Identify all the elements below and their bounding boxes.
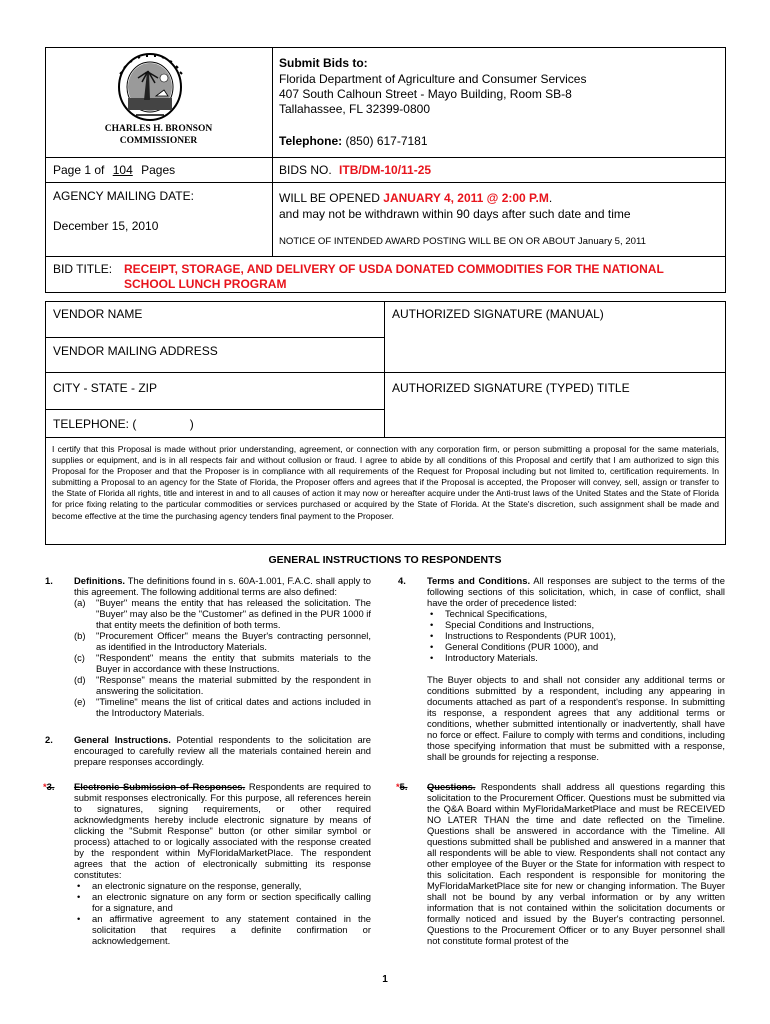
- section-1-number: 1.: [45, 575, 53, 586]
- authorized-signature-manual-field[interactable]: AUTHORIZED SIGNATURE (MANUAL): [392, 307, 604, 321]
- definition-item: [74, 674, 371, 696]
- section-3-title: Electronic Submission of Responses.: [74, 781, 246, 792]
- bullet-item: • an affirmative agreement to any statement contained in the solicitation that requires a definite confirmation or acknowledgement.: [74, 913, 371, 946]
- section-2-number: 2.: [45, 734, 53, 745]
- page-number: 1: [382, 974, 388, 985]
- header-divider-3: [45, 256, 726, 257]
- bids-number: [279, 163, 431, 177]
- definition-key: (e): [74, 696, 86, 707]
- section-5-questions: [427, 781, 725, 946]
- notice-award-text: NOTICE OF INTENDED AWARD POSTING WILL BE ON OR ABOUT January 5, 2011: [279, 236, 646, 247]
- bullet-item: • an electronic signature on the response, generally,: [74, 880, 371, 891]
- section-4-number: 4.: [398, 575, 406, 586]
- agency-mailing-date: December 15, 2010: [53, 219, 159, 233]
- definition-item: [74, 652, 371, 674]
- bullet-item: • Instructions to Respondents (PUR 1001),: [427, 630, 725, 641]
- section-5-num: 5.: [399, 781, 408, 792]
- section-3-number: [43, 781, 54, 792]
- withdraw-text: and may not be withdrawn within 90 days after such date and time: [279, 207, 631, 221]
- instructions-heading: GENERAL INSTRUCTIONS TO RESPONDENTS: [268, 554, 502, 566]
- opening-date: [279, 191, 552, 205]
- state-seal-logo: [100, 52, 200, 122]
- vendor-line-1: [45, 337, 384, 338]
- address-line-1: Florida Department of Agriculture and Consumer Services: [279, 72, 587, 86]
- page-count: [53, 163, 175, 177]
- header-divider-2: [45, 182, 726, 183]
- definition-key: (a): [74, 597, 86, 608]
- definition-key: (d): [74, 674, 86, 685]
- definition-value: "Buyer" means the entity that has released the solicitation. The "Buyer" may also be the "Customer" as defined in the PUR 1000 if that entity meets the definition of both terms.: [96, 597, 371, 630]
- opened-label: WILL BE OPENED: [279, 191, 380, 205]
- bids-no-value: ITB/DM-10/11-25: [339, 163, 432, 177]
- definition-value: "Response" means the material submitted by the respondent in answering the solicitation.: [96, 674, 371, 696]
- vendor-divider-vertical: [384, 301, 385, 437]
- page-prefix: Page 1 of: [53, 163, 105, 177]
- section-1-title: Definitions.: [74, 575, 126, 586]
- section-1-text: The definitions found in s. 60A-1.001, F.A.C. shall apply to this agreement. The following additional terms are also defined:: [74, 575, 371, 597]
- definition-key: (b): [74, 630, 86, 641]
- section-4-terms-conditions: [427, 575, 725, 762]
- section-3-electronic-submission: [74, 781, 371, 946]
- telephone-row: [279, 134, 428, 148]
- bullet-item: • an electronic signature on any form or section specifically calling for a signature, and: [74, 891, 371, 913]
- section-5-text: Respondents shall address all questions regarding this solicitation to the Procurement Officer. Questions must be submitted via the Q&A Board within MyFloridaMarketPlace and must be RECEIVED NO LATER THAN the time and date reflected on the Timeline. Questions shall be answered in accordance with the Timeline. All questions submitted shall be published and answered in a manner that all respondents will be able to view. Respondents shall not contact any other employee of the Buyer or the State for information with respect to this solicitation. Each respondent is responsible for monitoring the MyFloridaMarketPlace site for new or changing information. The Buyer shall not be bound by any verbal information or by any written information that is not contained within the solicitation documents or formally noticed and issued by the Buyer's contracting personnel. Questions to the Procurement Officer or to any Buyer personnel shall not constitute formal protest of the: [427, 781, 725, 946]
- definition-item: [74, 696, 371, 718]
- definition-value: "Timeline" means the list of critical dates and actions included in the Introductory Materials.: [96, 696, 371, 718]
- submit-bids-label: Submit Bids to:: [279, 56, 368, 70]
- agency-mailing-label: AGENCY MAILING DATE:: [53, 189, 194, 203]
- vendor-line-4: [45, 437, 726, 438]
- section-2-text: Potential respondents to the solicitation are encouraged to carefully review all the materials contained herein and prepare responses accordingly.: [74, 734, 371, 767]
- bullet-item: • Introductory Materials.: [427, 652, 725, 663]
- opened-value: JANUARY 4, 2011 @ 2:00 P.M: [383, 191, 549, 205]
- bid-title-line-2: SCHOOL LUNCH PROGRAM: [124, 277, 287, 291]
- revision-star: *: [396, 781, 400, 792]
- vendor-line-2: [45, 372, 726, 373]
- bullet-item: • General Conditions (PUR 1000), and: [427, 641, 725, 652]
- bullet-item: • Technical Specifications,: [427, 608, 725, 619]
- section-3-num: 3.: [46, 781, 55, 792]
- vendor-line-3: [45, 409, 384, 410]
- section-2-title: General Instructions.: [74, 734, 171, 745]
- bullet-item: • Special Conditions and Instructions,: [427, 619, 725, 630]
- address-line-3: Tallahassee, FL 32399-0800: [279, 102, 430, 116]
- bid-title-line-1: RECEIPT, STORAGE, AND DELIVERY OF USDA DONATED COMMODITIES FOR THE NATIONAL: [124, 262, 664, 276]
- commissioner-title: COMMISSIONER: [119, 136, 198, 146]
- section-2-general-instructions: [74, 734, 371, 767]
- section-4-title: Terms and Conditions.: [427, 575, 531, 586]
- definition-value: "Procurement Officer" means the Buyer's contracting personnel, as identified in the Introductory Materials.: [96, 630, 371, 652]
- bids-no-label: BIDS NO.: [279, 163, 332, 177]
- section-4-bullets: [427, 608, 725, 663]
- opened-period: .: [548, 191, 553, 205]
- definition-item: [74, 597, 371, 630]
- section-1-definitions: [74, 575, 371, 718]
- authorized-signature-typed-field[interactable]: AUTHORIZED SIGNATURE (TYPED) TITLE: [392, 381, 630, 395]
- definition-item: [74, 630, 371, 652]
- definition-value: "Respondent" means the entity that submits materials to the Buyer in accordance with these Instructions.: [96, 652, 371, 674]
- address-line-2: 407 South Calhoun Street - Mayo Building, Room SB-8: [279, 87, 572, 101]
- certification-text: I certify that this Proposal is made without prior understanding, agreement, or connection with any corporation firm, or person submitting a proposal for the same materials, supplies or equipment, and is in all respects fair and without collusion or fraud. I agree to abide by all conditions of this Proposal and certify that I am authorized to sign this Proposal for the Proposer and that the Proposer is in compliance with all requirements of the Request for Proposal including but not limited to, certification requirements. In submitting a Proposal to an agency for the State of Florida, the Proposer offers and agrees that if the Proposal is accepted, the Proposer will convey, sell, assign or transfer to the State of Florida all rights, title and interest in and to all causes of action it may now or hereafter acquire under the Anti-trust laws of the United States and the State of Florida for price fixing relating to the particular commodities or services purchased or acquired by the State of Florida. At the State's discretion, such assignment shall be made and become effective at the time the purchasing agency tenders final payment to the Proposer.: [52, 444, 719, 521]
- city-state-zip-field[interactable]: CITY - STATE - ZIP: [53, 381, 158, 395]
- section-4-paragraph: The Buyer objects to and shall not consider any additional terms or conditions submitted by a respondent, including any appearing in documents attached as part of a respondent's response. In submitting its response, a respondent agrees that any additional terms or conditions, whether submitted intentionally or inadvertently, shall have no force or effect. Failure to comply with terms and conditions, including those specifying information that must be submitted with a response, shall be grounds for rejecting a response.: [427, 674, 725, 762]
- vendor-mailing-address-field[interactable]: VENDOR MAILING ADDRESS: [53, 344, 218, 358]
- header-divider-vertical: [272, 47, 273, 256]
- definition-list: [74, 597, 371, 718]
- header-divider-1: [45, 157, 726, 158]
- section-3-text: Respondents are required to submit responses electronically. For this purpose, all references herein to signatures, signing requirements, or other required acknowledgments hereby include electronic signature by means of clicking the "Submit Response" button (or other similar symbol or process) attached to or logically associated with the response created by the respondent within MyFloridaMarketPlace. The respondent agrees that the action of electronically submitting its response constitutes:: [74, 781, 372, 880]
- revision-star: *: [43, 781, 47, 792]
- section-5-number: [396, 781, 407, 792]
- page-total: 104: [112, 163, 133, 177]
- definition-key: (c): [74, 652, 85, 663]
- telephone-value: (850) 617-7181: [345, 134, 428, 148]
- section-5-title: Questions.: [427, 781, 476, 792]
- section-3-bullets: [74, 880, 371, 946]
- telephone-field[interactable]: TELEPHONE: ( ): [53, 417, 194, 431]
- section-4-text: All responses are subject to the terms of the following sections of this solicitation, which, in case of conflict, shall have the order of precedence listed:: [427, 575, 725, 608]
- page-suffix: Pages: [141, 163, 176, 177]
- bid-title-label: BID TITLE:: [53, 262, 113, 276]
- commissioner-name: CHARLES H. BRONSON: [104, 124, 213, 134]
- telephone-label: Telephone:: [279, 134, 343, 148]
- vendor-name-field[interactable]: VENDOR NAME: [53, 307, 143, 321]
